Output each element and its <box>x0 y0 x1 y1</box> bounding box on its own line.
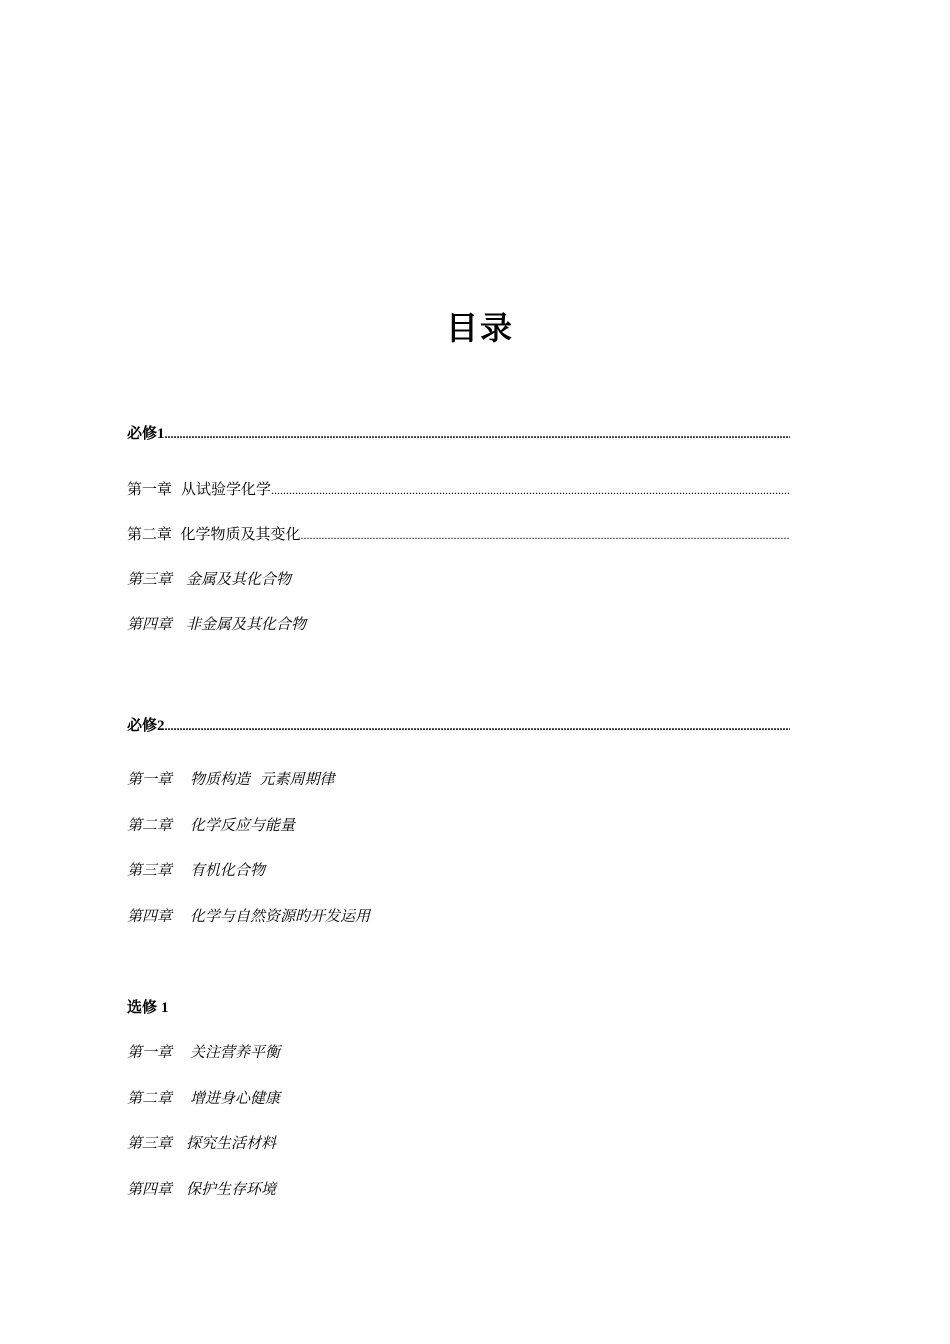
chapter-label: 第二章 <box>127 1089 173 1107</box>
section-number: 1 <box>161 1000 169 1016</box>
chapter-label: 第三章 <box>127 1134 173 1152</box>
toc-chapter-entry[interactable] <box>127 477 790 501</box>
toc-chapter-entry[interactable] <box>127 1131 790 1155</box>
chapter-title: 有机化合物 <box>190 861 266 879</box>
toc-chapter-entry[interactable] <box>127 904 790 928</box>
chapter-title: 化学与自然资源旳开发运用 <box>190 907 371 925</box>
toc-section-heading[interactable] <box>127 421 790 445</box>
chapter-title: 非金属及其化合物 <box>186 615 307 633</box>
toc-chapter-entry[interactable] <box>127 858 790 882</box>
chapter-label: 第一章 <box>127 1043 173 1061</box>
chapter-label: 第二章 <box>127 525 173 543</box>
toc-chapter-entry[interactable] <box>127 1177 790 1201</box>
chapter-title: 化学物质及其变化 <box>180 525 301 543</box>
chapter-label: 第四章 <box>127 907 173 925</box>
section-heading-text: 选修 <box>127 998 158 1016</box>
chapter-title: 物质构造 元素周期律 <box>190 770 335 788</box>
section-heading-text: 必修 <box>127 424 158 442</box>
toc-chapter-entry[interactable] <box>127 612 790 636</box>
chapter-title: 关注营养平衡 <box>190 1043 281 1061</box>
dot-leader <box>165 714 790 738</box>
chapter-title: 从试验学化学 <box>180 480 271 498</box>
chapter-title: 探究生活材料 <box>186 1134 277 1152</box>
chapter-label: 第二章 <box>127 816 173 834</box>
toc-chapter-entry[interactable] <box>127 567 790 591</box>
chapter-title: 化学反应与能量 <box>190 816 296 834</box>
dot-leader <box>300 523 790 547</box>
toc-chapter-entry[interactable] <box>127 522 790 546</box>
toc-chapter-entry[interactable] <box>127 1040 790 1064</box>
dot-leader <box>271 478 790 502</box>
toc-section-heading[interactable] <box>127 995 790 1019</box>
chapter-label: 第一章 <box>127 770 173 788</box>
chapter-title: 金属及其化合物 <box>186 570 292 588</box>
page-title: 目录 <box>445 309 514 347</box>
toc-chapter-entry[interactable] <box>127 767 790 791</box>
section-heading-text: 必修 <box>127 716 158 734</box>
toc-chapter-entry[interactable] <box>127 813 790 837</box>
chapter-label: 第一章 <box>127 480 173 498</box>
toc-section-heading[interactable] <box>127 713 790 737</box>
dot-leader <box>165 422 790 446</box>
chapter-label: 第四章 <box>127 615 173 633</box>
chapter-label: 第三章 <box>127 570 173 588</box>
chapter-title: 保护生存环境 <box>186 1180 277 1198</box>
chapter-label: 第四章 <box>127 1180 173 1198</box>
chapter-title: 增进身心健康 <box>190 1089 281 1107</box>
chapter-label: 第三章 <box>127 861 173 879</box>
section-number: 1 <box>157 426 165 442</box>
toc-chapter-entry[interactable] <box>127 1086 790 1110</box>
section-number: 2 <box>157 718 165 734</box>
